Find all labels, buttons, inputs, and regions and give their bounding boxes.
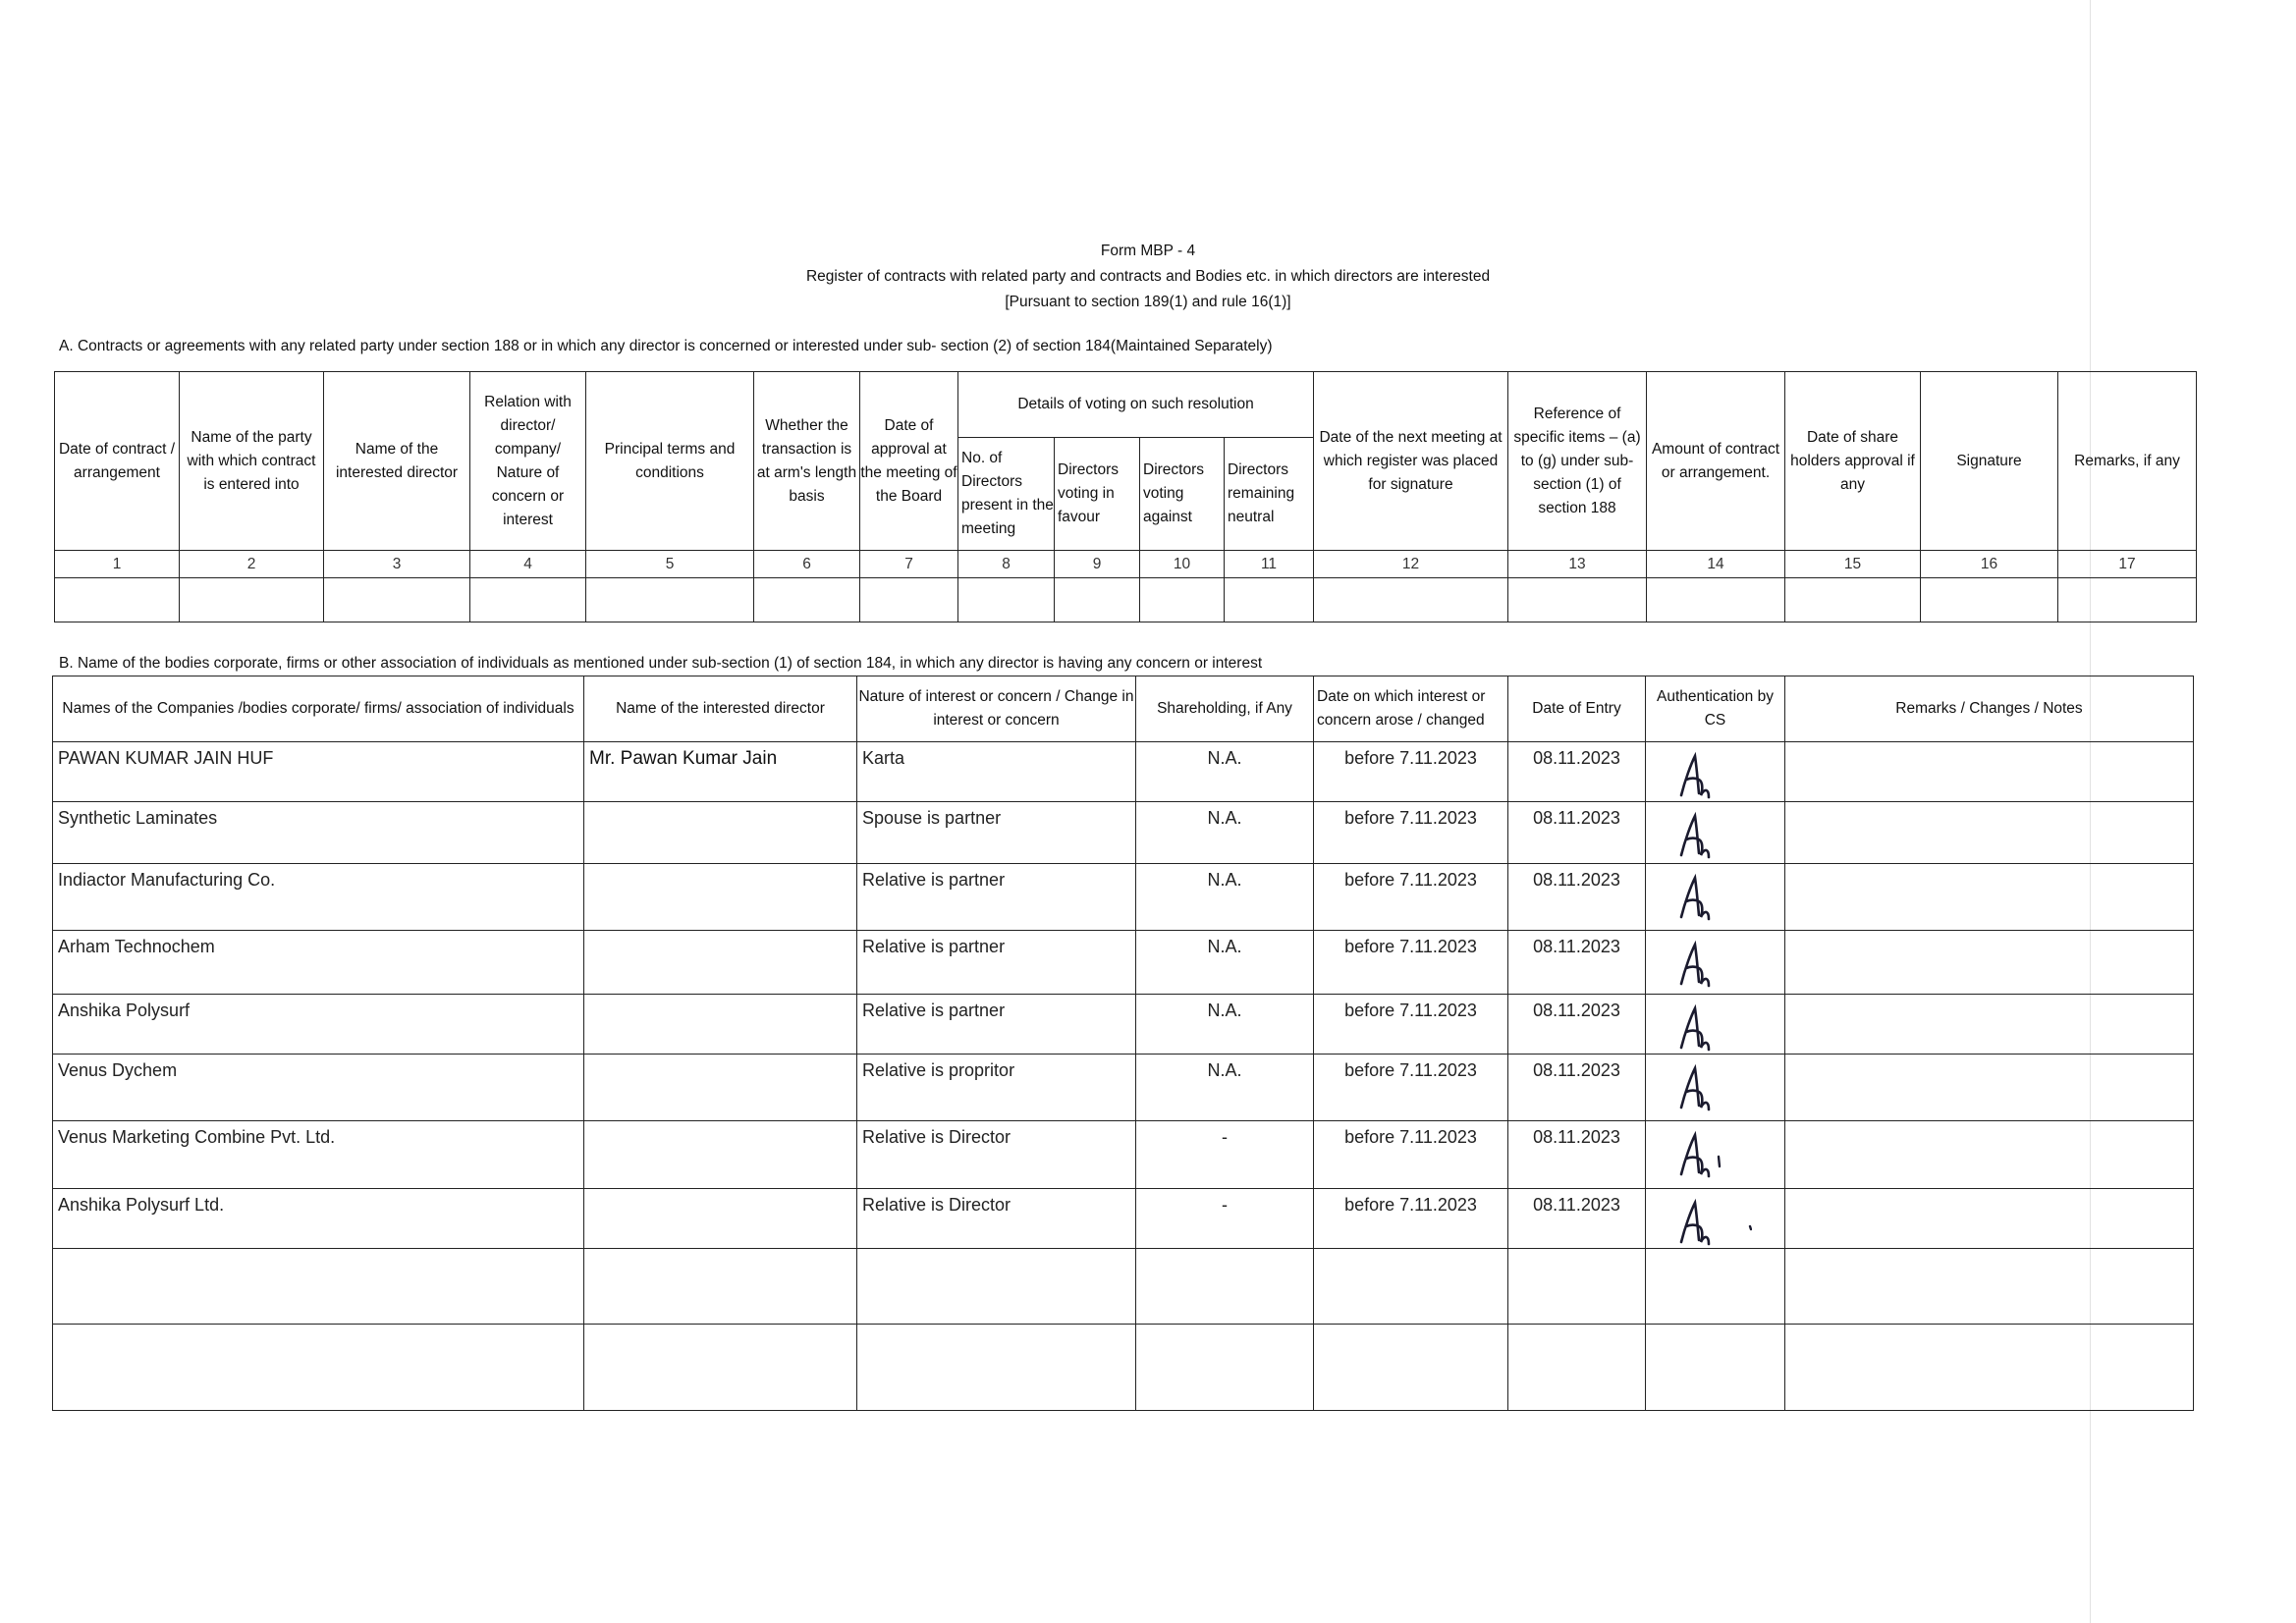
column-number-row — [55, 551, 2197, 578]
column-number: 16 — [1921, 551, 2058, 578]
column-number: 1 — [55, 551, 180, 578]
date-arose-cell: before 7.11.2023 — [1314, 802, 1508, 864]
authentication-cell — [1646, 1121, 1785, 1189]
authentication-cell — [1646, 931, 1785, 995]
cs-signature-icon — [1673, 1002, 1752, 1054]
col-remaining-neutral: Directors remaining neutral — [1225, 438, 1314, 551]
cs-signature-icon — [1673, 1129, 1752, 1180]
cs-signature-icon — [1673, 1197, 1752, 1248]
date-arose-cell: before 7.11.2023 — [1314, 1055, 1508, 1121]
remarks-cell — [1785, 742, 2194, 802]
company-name-cell: Synthetic Laminates — [53, 802, 584, 864]
date-entry-cell: 08.11.2023 — [1508, 742, 1646, 802]
column-number: 13 — [1508, 551, 1647, 578]
column-number: 4 — [470, 551, 586, 578]
director-name-cell — [584, 1249, 857, 1325]
column-number: 12 — [1314, 551, 1508, 578]
date-arose-cell: before 7.11.2023 — [1314, 1121, 1508, 1189]
form-pursuant: [Pursuant to section 189(1) and rule 16(1)] — [1005, 294, 1291, 310]
col-voting-against: Directors voting against — [1140, 438, 1225, 551]
table-row — [53, 742, 2194, 802]
date-arose-cell: before 7.11.2023 — [1314, 931, 1508, 995]
company-name-cell: Arham Technochem — [53, 931, 584, 995]
column-number: 8 — [958, 551, 1055, 578]
col-signature: Signature — [1921, 372, 2058, 551]
nature-cell: Relative is Director — [857, 1189, 1136, 1249]
column-number: 2 — [180, 551, 324, 578]
form-subtitle: Register of contracts with related party and contracts and Bodies etc. in which directors are interested — [805, 268, 1491, 285]
col-voting-details: Details of voting on such resolution — [958, 372, 1314, 438]
remarks-cell — [1785, 1325, 2194, 1411]
section-b-table — [52, 676, 2194, 1411]
date-arose-cell: before 7.11.2023 — [1314, 995, 1508, 1055]
date-entry-cell: 08.11.2023 — [1508, 931, 1646, 995]
cs-signature-icon — [1673, 1062, 1752, 1113]
col-remarks: Remarks / Changes / Notes — [1785, 676, 2194, 742]
nature-cell: Relative is Director — [857, 1121, 1136, 1189]
authentication-cell — [1646, 1055, 1785, 1121]
form-title: Form MBP - 4 — [1100, 243, 1196, 259]
date-arose-cell — [1314, 1325, 1508, 1411]
column-number: 9 — [1055, 551, 1140, 578]
date-arose-cell — [1314, 1249, 1508, 1325]
cs-signature-icon — [1673, 872, 1752, 923]
col-authentication: Authentication by CS — [1646, 676, 1785, 742]
company-name-cell: Venus Dychem — [53, 1055, 584, 1121]
date-arose-cell: before 7.11.2023 — [1314, 864, 1508, 931]
shareholding-cell: - — [1136, 1121, 1314, 1189]
shareholding-cell: N.A. — [1136, 931, 1314, 995]
shareholding-cell: N.A. — [1136, 864, 1314, 931]
col-interested-director: Name of the interested director — [324, 372, 470, 551]
col-nature-interest: Nature of interest or concern / Change in interest or concern — [857, 676, 1136, 742]
nature-cell: Relative is partner — [857, 995, 1136, 1055]
director-name-cell — [584, 1325, 857, 1411]
director-name-cell — [584, 1189, 857, 1249]
remarks-cell — [1785, 995, 2194, 1055]
company-name-cell: Venus Marketing Combine Pvt. Ltd. — [53, 1121, 584, 1189]
remarks-cell — [1785, 1189, 2194, 1249]
remarks-cell — [1785, 1249, 2194, 1325]
column-number: 6 — [754, 551, 860, 578]
empty-row — [53, 1325, 2194, 1411]
authentication-cell — [1646, 995, 1785, 1055]
cs-signature-icon — [1673, 750, 1752, 801]
company-name-cell — [53, 1325, 584, 1411]
section-a-table — [54, 371, 2197, 622]
date-arose-cell: before 7.11.2023 — [1314, 742, 1508, 802]
cs-signature-icon — [1673, 939, 1752, 990]
nature-cell — [857, 1249, 1136, 1325]
company-name-cell: Anshika Polysurf — [53, 995, 584, 1055]
section-b-title: B. Name of the bodies corporate, firms or other association of individuals as mentioned under sub-section (1) of section 184, in which any director is having any concern or interest — [59, 655, 1263, 672]
director-name-cell — [584, 1121, 857, 1189]
shareholding-cell: N.A. — [1136, 995, 1314, 1055]
table-row — [53, 995, 2194, 1055]
column-number: 17 — [2058, 551, 2197, 578]
shareholding-cell: N.A. — [1136, 1055, 1314, 1121]
column-number: 14 — [1647, 551, 1785, 578]
empty-row — [53, 1249, 2194, 1325]
nature-cell: Relative is partner — [857, 864, 1136, 931]
col-arms-length: Whether the transaction is at arm's length basis — [754, 372, 860, 551]
col-directors-present: No. of Directors present in the meeting — [958, 438, 1055, 551]
remarks-cell — [1785, 864, 2194, 931]
director-name-cell: Mr. Pawan Kumar Jain — [584, 742, 857, 802]
cs-signature-icon — [1673, 810, 1752, 861]
nature-cell: Relative is partner — [857, 931, 1136, 995]
authentication-cell — [1646, 864, 1785, 931]
column-number: 7 — [860, 551, 958, 578]
col-company-name: Names of the Companies /bodies corporate/ firms/ association of individuals — [53, 676, 584, 742]
col-next-meeting: Date of the next meeting at which register was placed for signature — [1314, 372, 1508, 551]
col-principal-terms: Principal terms and conditions — [586, 372, 754, 551]
col-interested-director: Name of the interested director — [584, 676, 857, 742]
col-reference-items: Reference of specific items – (a) to (g) under sub-section (1) of section 188 — [1508, 372, 1647, 551]
authentication-cell — [1646, 802, 1785, 864]
shareholding-cell: N.A. — [1136, 742, 1314, 802]
authentication-cell — [1646, 1249, 1785, 1325]
date-entry-cell: 08.11.2023 — [1508, 1189, 1646, 1249]
col-shareholder-approval: Date of share holders approval if any — [1785, 372, 1921, 551]
shareholding-cell: N.A. — [1136, 802, 1314, 864]
date-entry-cell: 08.11.2023 — [1508, 1121, 1646, 1189]
date-entry-cell: 08.11.2023 — [1508, 995, 1646, 1055]
shareholding-cell — [1136, 1249, 1314, 1325]
col-date-entry: Date of Entry — [1508, 676, 1646, 742]
col-shareholding: Shareholding, if Any — [1136, 676, 1314, 742]
shareholding-cell: - — [1136, 1189, 1314, 1249]
date-entry-cell — [1508, 1249, 1646, 1325]
column-number: 15 — [1785, 551, 1921, 578]
column-number: 11 — [1225, 551, 1314, 578]
company-name-cell: PAWAN KUMAR JAIN HUF — [53, 742, 584, 802]
table-row — [53, 1121, 2194, 1189]
table-row — [53, 864, 2194, 931]
director-name-cell — [584, 864, 857, 931]
authentication-cell — [1646, 1325, 1785, 1411]
director-name-cell — [584, 931, 857, 995]
date-entry-cell: 08.11.2023 — [1508, 864, 1646, 931]
nature-cell: Relative is propritor — [857, 1055, 1136, 1121]
date-entry-cell — [1508, 1325, 1646, 1411]
table-row — [53, 1189, 2194, 1249]
col-party-name: Name of the party with which contract is entered into — [180, 372, 324, 551]
authentication-cell — [1646, 742, 1785, 802]
table-row — [53, 1055, 2194, 1121]
col-remarks: Remarks, if any — [2058, 372, 2197, 551]
company-name-cell: Indiactor Manufacturing Co. — [53, 864, 584, 931]
nature-cell: Karta — [857, 742, 1136, 802]
authentication-cell — [1646, 1189, 1785, 1249]
shareholding-cell — [1136, 1325, 1314, 1411]
date-entry-cell: 08.11.2023 — [1508, 802, 1646, 864]
director-name-cell — [584, 1055, 857, 1121]
director-name-cell — [584, 802, 857, 864]
table-row — [53, 931, 2194, 995]
empty-row — [55, 578, 2197, 622]
remarks-cell — [1785, 1055, 2194, 1121]
col-board-approval: Date of approval at the meeting of the Board — [860, 372, 958, 551]
col-relation: Relation with director/ company/ Nature of concern or interest — [470, 372, 586, 551]
table-row — [53, 802, 2194, 864]
company-name-cell — [53, 1249, 584, 1325]
col-voting-favour: Directors voting in favour — [1055, 438, 1140, 551]
director-name-cell — [584, 995, 857, 1055]
section-a-title: A. Contracts or agreements with any related party under section 188 or in which any director is concerned or interested under sub- section (2) of section 184(Maintained Separately) — [59, 338, 1273, 354]
col-date-contract: Date of contract / arrangement — [55, 372, 180, 551]
nature-cell — [857, 1325, 1136, 1411]
column-number: 10 — [1140, 551, 1225, 578]
date-entry-cell: 08.11.2023 — [1508, 1055, 1646, 1121]
col-amount: Amount of contract or arrangement. — [1647, 372, 1785, 551]
remarks-cell — [1785, 931, 2194, 995]
nature-cell: Spouse is partner — [857, 802, 1136, 864]
column-number: 5 — [586, 551, 754, 578]
column-number: 3 — [324, 551, 470, 578]
col-date-arose: Date on which interest or concern arose / changed — [1314, 676, 1508, 742]
remarks-cell — [1785, 1121, 2194, 1189]
company-name-cell: Anshika Polysurf Ltd. — [53, 1189, 584, 1249]
remarks-cell — [1785, 802, 2194, 864]
date-arose-cell: before 7.11.2023 — [1314, 1189, 1508, 1249]
